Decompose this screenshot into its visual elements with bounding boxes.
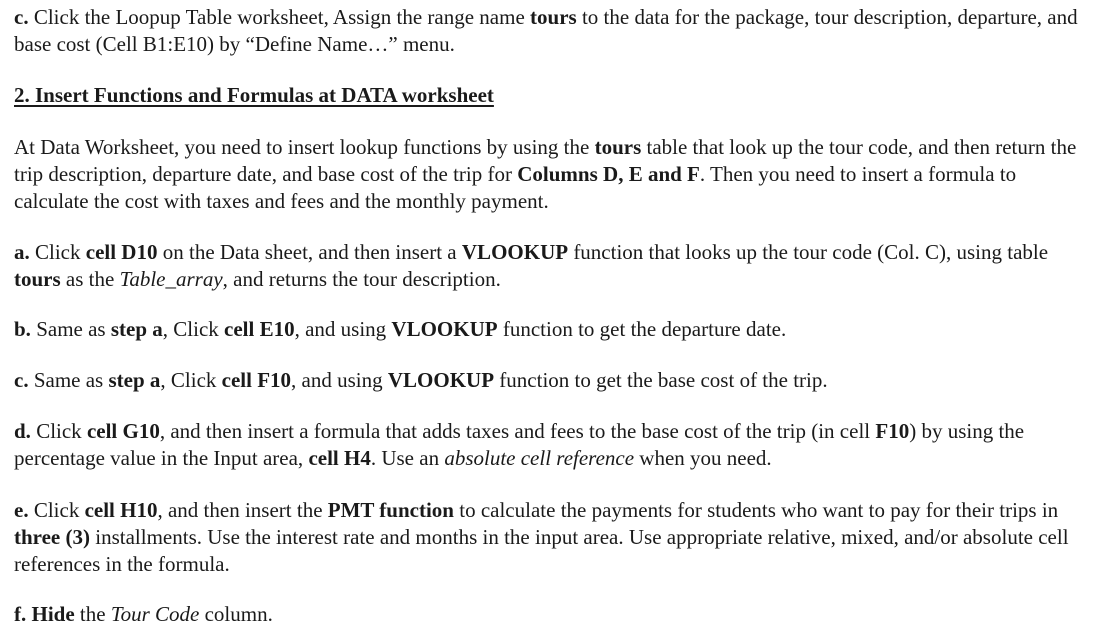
bold-term: Columns D, E and F — [517, 162, 700, 186]
text-run: . Then you need to insert a formula to calculate the cost with taxes and fees and the monthly payment. — [14, 162, 1017, 213]
italic-term: Tour Code — [110, 602, 200, 626]
italic-term: Table_array — [119, 267, 223, 291]
text-run: the — [74, 602, 111, 626]
section-heading: 2. Insert Functions and Formulas at DATA worksheet — [14, 83, 494, 107]
text-run: ) by using the percentage value in the Input area, — [14, 419, 1025, 470]
bold-term: three (3) — [14, 525, 90, 549]
bold-term: cell D10 — [85, 240, 158, 264]
bold-term: tours — [594, 135, 642, 159]
text-run: , Click — [162, 317, 225, 341]
bold-term: Hide — [26, 602, 75, 626]
text-run: , and returns the tour description. — [222, 267, 501, 291]
text-run: Click — [29, 240, 86, 264]
text-run: Click — [30, 419, 87, 443]
text-run: function to get the departure date. — [497, 317, 787, 341]
step-f — [14, 601, 1082, 628]
bold-term: PMT function — [327, 498, 454, 522]
text-run: installments. Use the interest rate and months in the input area. Use appropriate relative, mixed, and/or absolute cell references in the formula. — [14, 525, 1069, 576]
text-run: to the data for the package, tour description, departure, and base cost (Cell B1:E10) by “Define Name…” menu. — [14, 5, 1078, 56]
text-run: Click — [28, 498, 85, 522]
text-run: Same as — [30, 317, 111, 341]
text-run: function to get the base cost of the trip. — [494, 368, 828, 392]
intro-paragraph — [14, 134, 1082, 215]
text-run: , and then insert the — [157, 498, 328, 522]
bold-term: VLOOKUP — [461, 240, 569, 264]
step-label: b. — [14, 317, 31, 341]
text-run: Click the Loopup Table worksheet, Assign the range name — [28, 5, 531, 29]
step-label: f. — [14, 602, 27, 626]
item-label: c. — [14, 5, 29, 29]
bold-term: step a — [108, 368, 161, 392]
bold-term: VLOOKUP — [387, 368, 495, 392]
text-run: as the — [60, 267, 120, 291]
text-run: . Use an — [370, 446, 445, 470]
step-d — [14, 418, 1082, 472]
bold-term: F10 — [875, 419, 910, 443]
text-run: on the Data sheet, and then insert a — [157, 240, 462, 264]
text-run: Same as — [28, 368, 109, 392]
text-run: , and using — [291, 368, 388, 392]
text-run: column. — [199, 602, 273, 626]
text-run: to calculate the payments for students who want to pay for their trips in — [454, 498, 1059, 522]
text-run: when you need. — [634, 446, 772, 470]
text-run: , and then insert a formula that adds taxes and fees to the base cost of the trip (in cell — [159, 419, 876, 443]
text-run: , Click — [160, 368, 222, 392]
bold-term: cell E10 — [224, 317, 295, 341]
bold-term: cell F10 — [221, 368, 292, 392]
bold-term: VLOOKUP — [391, 317, 498, 341]
text-run: table that look up the tour code, and then return the trip description, departure date, and base cost of the trip for — [14, 135, 1077, 186]
step-a — [14, 239, 1082, 293]
step-label: e. — [14, 498, 29, 522]
step-b — [14, 316, 1082, 343]
step-label: d. — [14, 419, 31, 443]
bold-term: cell G10 — [86, 419, 160, 443]
italic-term: absolute cell reference — [444, 446, 635, 470]
bold-term: tours — [530, 5, 577, 29]
bold-term: cell H4 — [308, 446, 371, 470]
bold-term: step a — [110, 317, 163, 341]
step-e — [14, 497, 1082, 578]
step-label: a. — [14, 240, 30, 264]
text-run: At Data Worksheet, you need to insert lookup functions by using the — [14, 135, 595, 159]
step-label: c. — [14, 368, 29, 392]
bold-term: cell H10 — [84, 498, 158, 522]
text-run: function that looks up the tour code (Col. C), using table — [568, 240, 1049, 264]
item-c-define-name — [14, 4, 1082, 58]
bold-term: tours — [14, 267, 61, 291]
step-c — [14, 367, 1082, 394]
text-run: , and using — [294, 317, 392, 341]
